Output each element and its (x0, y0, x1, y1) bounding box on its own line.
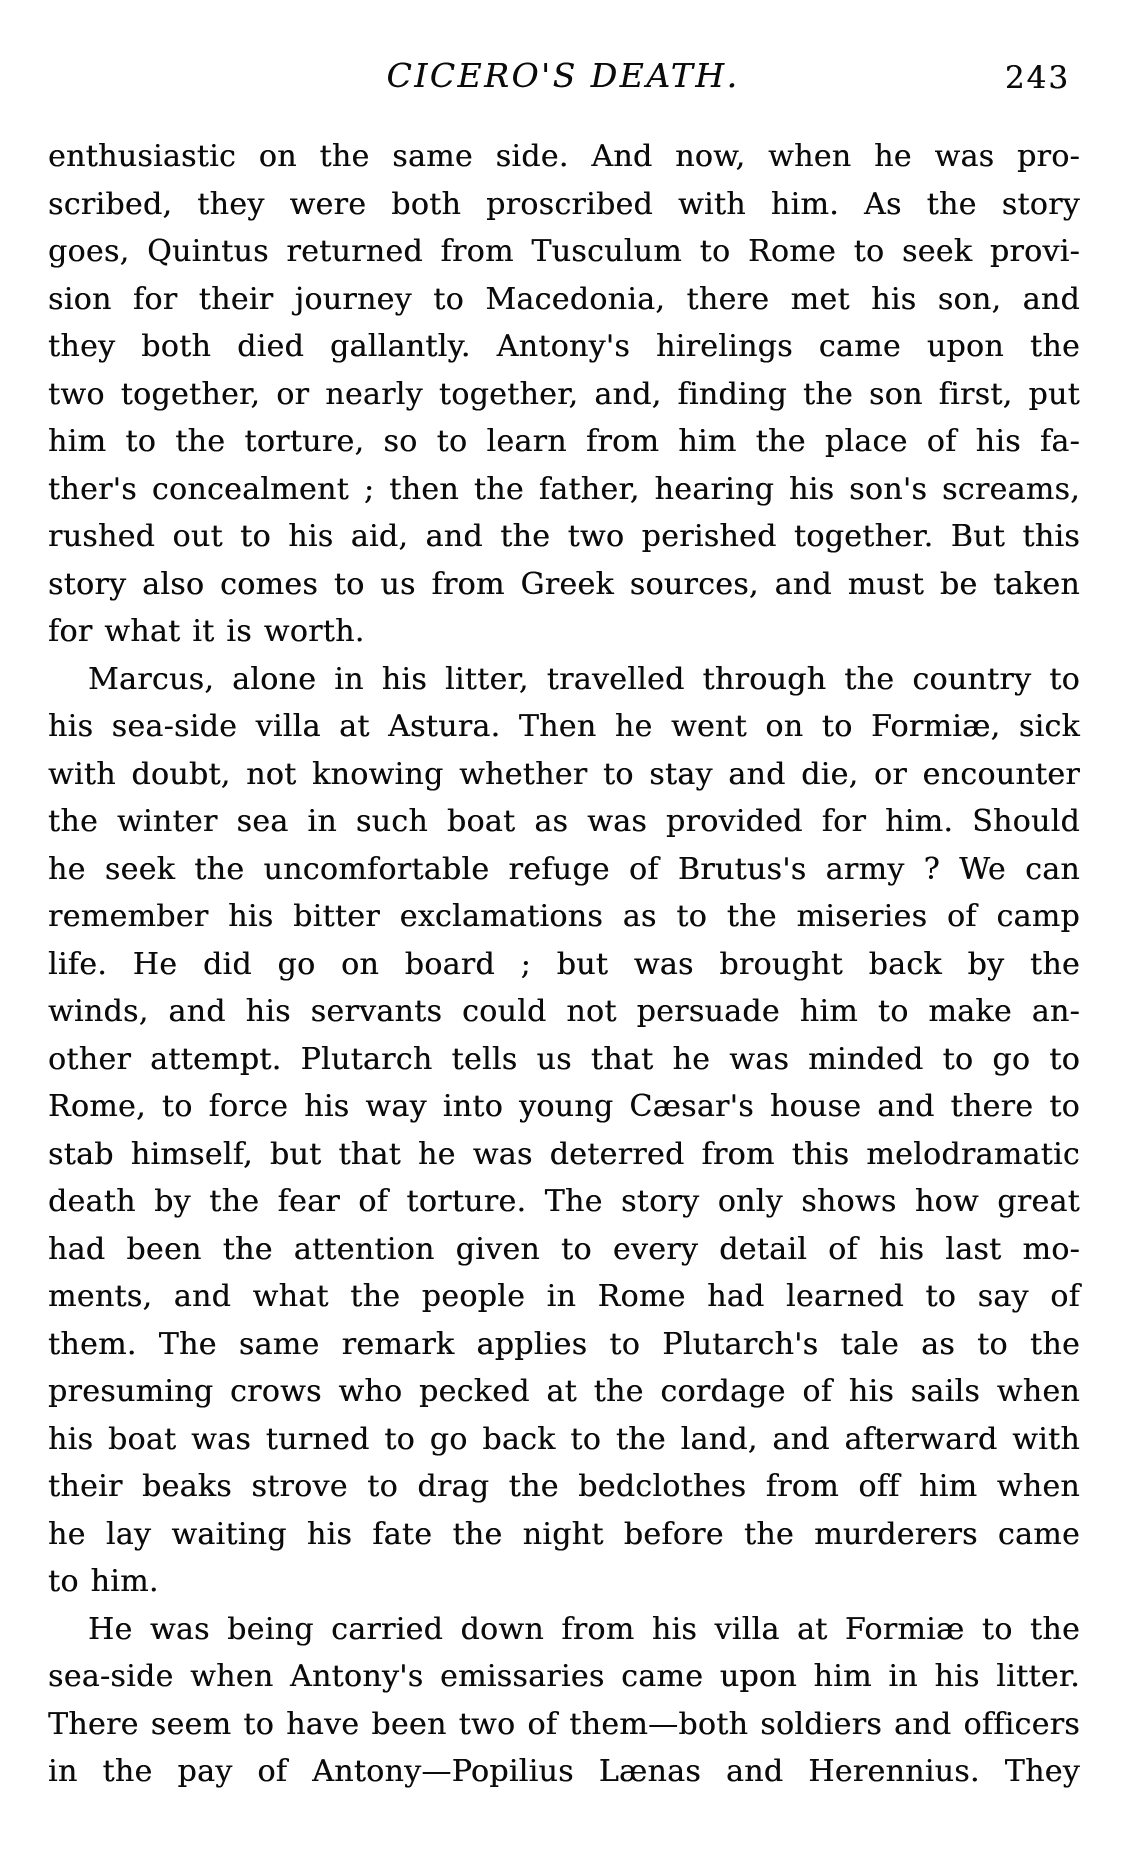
text-line: with doubt, not knowing whether to stay and die, or encounter (48, 756, 1080, 792)
text-line: the winter sea in such boat as was provided for him. Should (48, 804, 1080, 839)
text-line: to him. (48, 1564, 159, 1599)
text-line: ments, and what the people in Rome had learned to say of (48, 1279, 1080, 1314)
text-line: stab himself, but that he was deterred from this melodramatic (48, 1136, 1080, 1172)
text-line: he seek the uncomfortable refuge of Brutus's army ? We can (48, 851, 1080, 887)
text-line: him to the torture, so to learn from him the place of his fa- (48, 424, 1080, 459)
text-line: his sea-side villa at Astura. Then he went on to Formiæ, sick (48, 709, 1080, 744)
text-line: them. The same remark applies to Plutarch's tale as to the (48, 1326, 1080, 1362)
text-line: death by the fear of torture. The story only shows how great (48, 1184, 1080, 1219)
running-title: CICERO'S DEATH. (386, 56, 740, 95)
text-line: story also comes to us from Greek sources, and must be taken (48, 566, 1080, 602)
body-text (48, 133, 1080, 1796)
text-line: remember his bitter exclamations as to the miseries of camp (48, 899, 1080, 934)
text-line: presuming crows who pecked at the cordage of his sails when (48, 1374, 1080, 1409)
text-line: for what it is worth. (48, 614, 365, 649)
text-line: rushed out to his aid, and the two perished together. But this (48, 519, 1080, 554)
text-line: had been the attention given to every detail of his last mo- (48, 1231, 1080, 1267)
text-line: in the pay of Antony—Popilius Lænas and Herennius. They (48, 1754, 1080, 1789)
text-line: scribed, they were both proscribed with him. As the story (48, 186, 1080, 222)
text-line: sea-side when Antony's emissaries came upon him in his litter. (48, 1659, 1080, 1694)
text-line: their beaks strove to drag the bedclothes from off him when (48, 1469, 1080, 1504)
text-line: Marcus, alone in his litter, travelled through the country to (88, 661, 1080, 697)
text-line: enthusiastic on the same side. And now, when he was pro- (48, 139, 1080, 174)
page-number: 243 (1004, 60, 1070, 96)
text-line: his boat was turned to go back to the land, and afterward with (48, 1421, 1080, 1457)
text-line: he lay waiting his fate the night before the murderers came (48, 1516, 1080, 1552)
text-line: Rome, to force his way into young Cæsar's house and there to (48, 1089, 1080, 1124)
text-line: winds, and his servants could not persuade him to make an- (48, 994, 1080, 1029)
text-line: two together, or nearly together, and, finding the son first, put (48, 376, 1080, 412)
text-line: goes, Quintus returned from Tusculum to Rome to seek provi- (48, 234, 1080, 269)
text-line: sion for their journey to Macedonia, there met his son, and (48, 281, 1080, 317)
text-line: they both died gallantly. Antony's hirelings came upon the (48, 329, 1080, 364)
text-line: other attempt. Plutarch tells us that he was minded to go to (48, 1041, 1080, 1077)
text-line: There seem to have been two of them—both soldiers and officers (48, 1706, 1080, 1742)
text-line: ther's concealment ; then the father, hearing his son's screams, (48, 471, 1080, 507)
text-line: He was being carried down from his villa at Formiæ to the (88, 1611, 1080, 1647)
text-line: life. He did go on board ; but was brought back by the (48, 946, 1080, 982)
